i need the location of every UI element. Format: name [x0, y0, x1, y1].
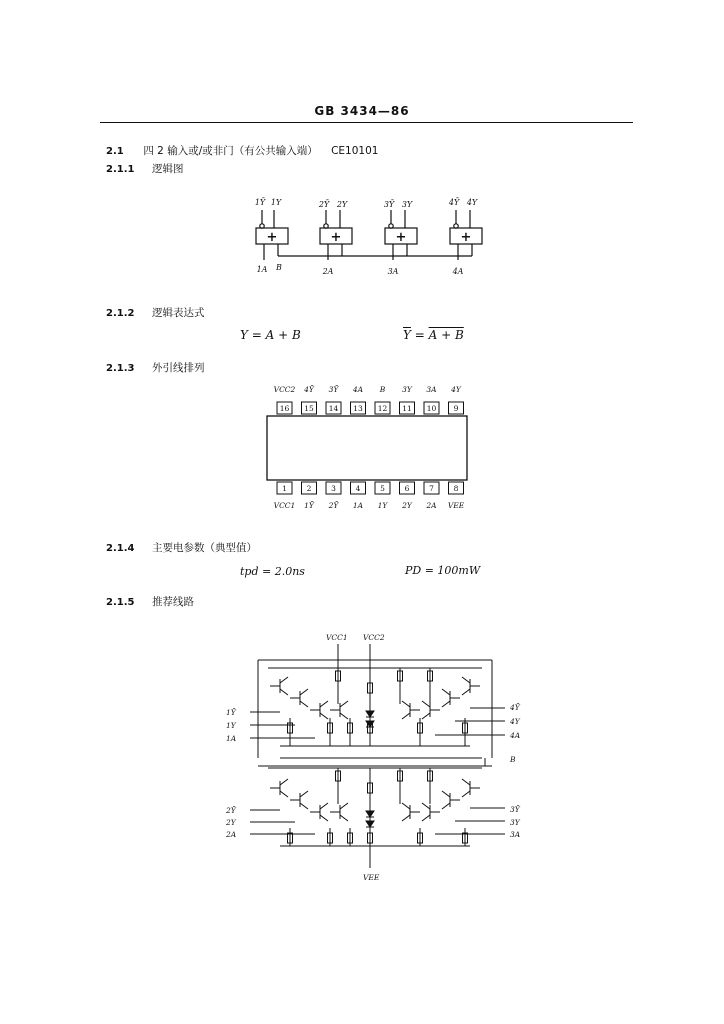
section-number: 2.1.4	[106, 543, 135, 554]
label-4a: 4A	[452, 267, 464, 276]
pin-number: 2	[306, 484, 312, 493]
section-2-1-1	[106, 161, 184, 176]
section-2-1-4	[106, 540, 257, 555]
section-title: 逻辑图	[152, 163, 184, 175]
pin-label-bottom: 1A	[352, 501, 364, 510]
label-vee: VEE	[363, 873, 380, 882]
pin-number: 14	[328, 404, 339, 413]
nor-lhs: $\overline{Y}$	[403, 328, 411, 342]
param-pd: PD = 100mW	[405, 564, 481, 577]
pin-label-top: VCC2	[273, 385, 296, 394]
transistor-collector	[320, 803, 328, 809]
recommended-circuit	[220, 628, 530, 890]
label-4y: 4Y	[510, 717, 520, 726]
pin-number: 6	[404, 484, 410, 493]
pin-label-bottom: 2Ȳ	[328, 501, 339, 510]
nor-eq: =	[410, 328, 429, 342]
label-b: B	[276, 263, 282, 272]
transistor-emitter	[442, 803, 450, 809]
pin-label-top: 4A	[352, 385, 364, 394]
label-2y: 2Y	[336, 200, 348, 209]
label-1y-bar: 1Ȳ	[254, 198, 266, 207]
pin-label-bottom: 2Y	[402, 501, 412, 510]
transistor-emitter	[300, 803, 308, 809]
nor-rhs: A + B	[428, 328, 464, 342]
label-1a: 1A	[226, 734, 237, 743]
pin-label-top: 4Y	[451, 385, 461, 394]
label-2a: 2A	[322, 267, 334, 276]
transistor-collector	[402, 803, 410, 809]
transistor-emitter	[462, 791, 470, 797]
transistor-collector	[462, 677, 470, 683]
label-4a: 4A	[510, 731, 521, 740]
pin-label-top: 3Ȳ	[328, 385, 339, 394]
transistor-collector	[340, 803, 348, 809]
label-1y: 1Y	[270, 198, 282, 207]
label-2y: 2Y	[226, 818, 236, 827]
section-2-1-3	[106, 360, 205, 375]
label-3a: 3A	[387, 267, 399, 276]
label-3a: 3A	[510, 830, 521, 839]
section-2-1-2	[106, 305, 205, 320]
pin-label-bottom: 2A	[426, 501, 437, 510]
transistor-collector	[280, 677, 288, 683]
transistor-emitter	[442, 701, 450, 707]
pin-number: 1	[282, 484, 287, 493]
pin-label-bottom: VCC1	[273, 501, 296, 510]
section-title: 外引线排列	[152, 362, 205, 374]
gate-symbol: +	[395, 230, 407, 245]
pin-label-top: 3Y	[402, 385, 412, 394]
label-b: B	[510, 755, 516, 764]
transistor-collector	[340, 701, 348, 707]
transistor-emitter	[402, 713, 410, 719]
gate-symbol: +	[460, 230, 472, 245]
label-3y: 3Y	[401, 200, 413, 209]
label-2a: 2A	[226, 830, 237, 839]
label-3y-bar: 3Ȳ	[383, 200, 395, 209]
transistor-emitter	[340, 815, 348, 821]
label-3y: 3Y	[510, 818, 520, 827]
label-4y-bar: 4Ȳ	[510, 703, 520, 712]
transistor-emitter	[280, 689, 288, 695]
param-tpd: tpd = 2.0ns	[240, 565, 305, 578]
pin-number: 5	[380, 484, 385, 493]
transistor-collector	[280, 779, 288, 785]
transistor-collector	[462, 779, 470, 785]
transistor-collector	[300, 689, 308, 695]
transistor-collector	[320, 701, 328, 707]
label-2y-bar: 2Ȳ	[226, 806, 236, 815]
logic-diagram	[240, 190, 500, 285]
section-number: 2.1	[106, 146, 124, 157]
label-4y: 4Y	[466, 198, 478, 207]
label-1y-bar: 1Ȳ	[226, 708, 236, 717]
transistor-collector	[300, 791, 308, 797]
section-number: 2.1.3	[106, 363, 135, 374]
pin-number: 16	[279, 404, 290, 413]
section-code: CE10101	[331, 145, 379, 157]
section-title: 主要电参数（典型值）	[152, 542, 257, 554]
transistor-collector	[442, 689, 450, 695]
transistor-collector	[422, 803, 430, 809]
transistor-emitter	[422, 815, 430, 821]
pin-label-top: 4Ȳ	[304, 385, 314, 394]
pin-number: 9	[453, 404, 459, 413]
label-1a: 1A	[256, 265, 268, 274]
pin-number: 15	[304, 404, 314, 413]
pin-number: 4	[355, 484, 361, 493]
label-vcc2: VCC2	[363, 633, 385, 642]
section-2-1	[106, 143, 378, 158]
pinout-diagram	[262, 380, 472, 515]
pin-label-bottom: VEE	[447, 501, 465, 510]
or-expression: Y = A + B	[240, 328, 301, 342]
ic-package	[267, 416, 467, 480]
pin-number: 3	[331, 484, 336, 493]
pin-number: 7	[429, 484, 434, 493]
nor-expression	[403, 328, 464, 342]
pin-number: 12	[377, 404, 388, 413]
header-rule	[100, 122, 633, 123]
section-number: 2.1.1	[106, 164, 135, 175]
transistor-emitter	[402, 815, 410, 821]
section-title: 四 2 输入或/或非门（有公共输入端）	[143, 145, 318, 157]
transistor-emitter	[320, 713, 328, 719]
gate-symbol: +	[330, 230, 342, 245]
transistor-emitter	[462, 689, 470, 695]
section-title: 逻辑表达式	[152, 307, 205, 319]
section-title: 推荐线路	[152, 596, 194, 608]
pin-label-top: B	[379, 385, 386, 394]
transistor-collector	[422, 701, 430, 707]
transistor-collector	[442, 791, 450, 797]
transistor-emitter	[280, 791, 288, 797]
pin-number: 11	[402, 404, 412, 413]
label-4y-bar: 4Ȳ	[448, 198, 460, 207]
transistor-emitter	[320, 815, 328, 821]
label-1y: 1Y	[226, 721, 236, 730]
label-3y-bar: 3Ȳ	[510, 805, 520, 814]
label-2y-bar: 2Ȳ	[318, 200, 330, 209]
section-2-1-5	[106, 594, 194, 609]
section-number: 2.1.2	[106, 308, 135, 319]
standard-header: GB 3434—86	[314, 104, 410, 118]
transistor-emitter	[340, 713, 348, 719]
section-number: 2.1.5	[106, 597, 135, 608]
pin-label-bottom: 1Ȳ	[304, 501, 314, 510]
pin-number: 10	[426, 404, 437, 413]
pin-number: 13	[353, 404, 363, 413]
transistor-collector	[402, 701, 410, 707]
pin-number: 8	[453, 484, 459, 493]
gate-symbol: +	[266, 230, 278, 245]
transistor-emitter	[300, 701, 308, 707]
pin-label-top: 3A	[426, 385, 437, 394]
pin-label-bottom: 1Y	[377, 501, 388, 510]
transistor-emitter	[422, 713, 430, 719]
label-vcc1: VCC1	[326, 633, 348, 642]
